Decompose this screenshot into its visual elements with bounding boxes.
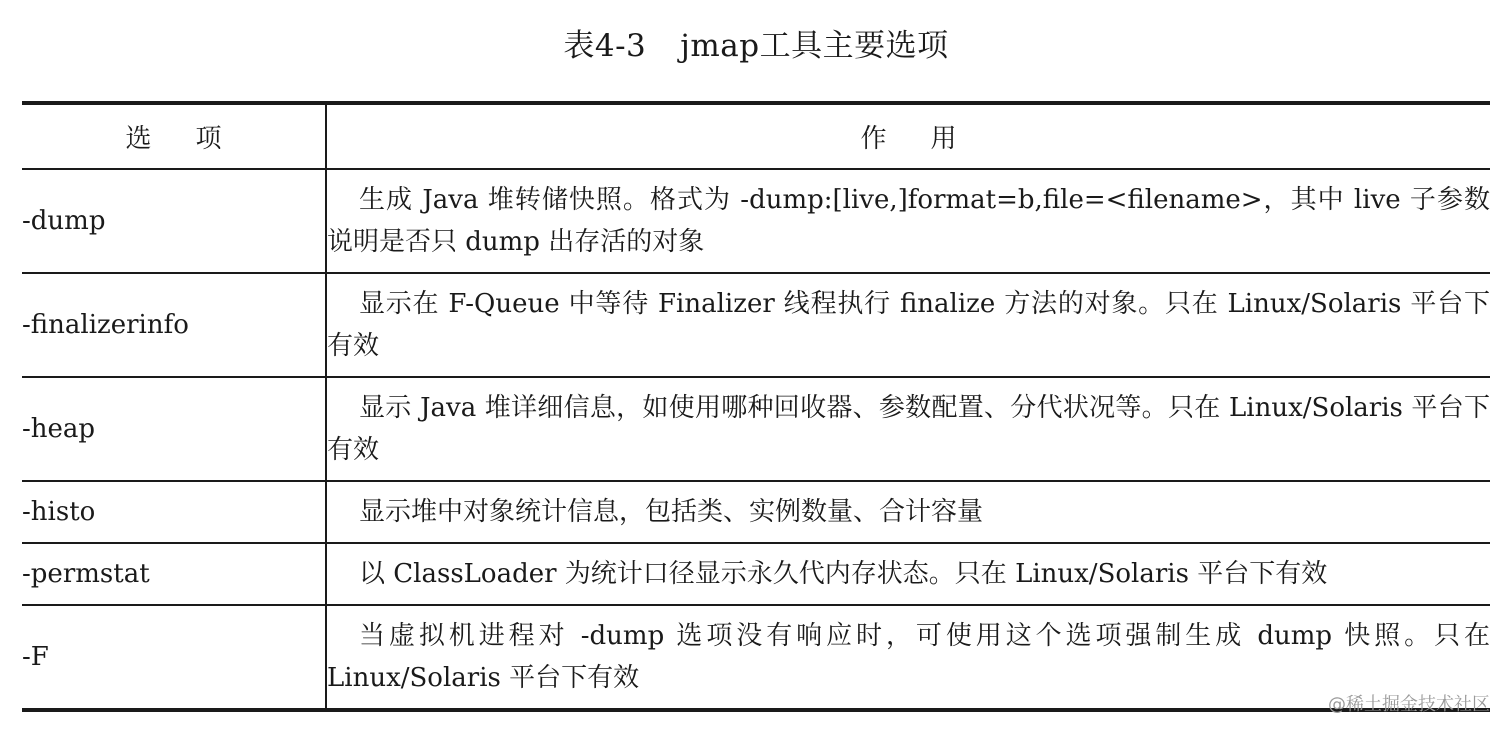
table-header-row <box>22 103 1490 169</box>
description-cell: 显示堆中对象统计信息，包括类、实例数量、合计容量 <box>326 481 1490 543</box>
header-option: 选项 <box>22 103 326 169</box>
jmap-options-table <box>22 101 1490 712</box>
table-title: jmap工具主要选项 <box>680 28 949 64</box>
option-cell: -F <box>22 605 326 710</box>
description-cell: 以 ClassLoader 为统计口径显示永久代内存状态。只在 Linux/Solaris 平台下有效 <box>326 543 1490 605</box>
table-row <box>22 481 1490 543</box>
option-cell: -permstat <box>22 543 326 605</box>
table-row <box>22 377 1490 481</box>
table-row <box>22 169 1490 273</box>
table-row <box>22 543 1490 605</box>
option-cell: -heap <box>22 377 326 481</box>
option-cell: -histo <box>22 481 326 543</box>
table-row <box>22 273 1490 377</box>
description-cell: 显示 Java 堆详细信息，如使用哪种回收器、参数配置、分代状况等。只在 Linux/Solaris 平台下有效 <box>326 377 1490 481</box>
watermark: @稀土掘金技术社区 <box>1328 694 1490 715</box>
description-cell: 当虚拟机进程对 -dump 选项没有响应时，可使用这个选项强制生成 dump 快照。只在 Linux/Solaris 平台下有效 <box>326 605 1490 710</box>
header-description: 作用 <box>860 124 1001 154</box>
description-cell: 显示在 F-Queue 中等待 Finalizer 线程执行 finalize 方法的对象。只在 Linux/Solaris 平台下有效 <box>326 273 1490 377</box>
table-row <box>22 605 1490 710</box>
description-cell: 生成 Java 堆转储快照。格式为 -dump:[live,]format=b,file=<filename>，其中 live 子参数说明是否只 dump 出存活的对象 <box>326 169 1490 273</box>
option-cell: -finalizerinfo <box>22 273 326 377</box>
option-cell: -dump <box>22 169 326 273</box>
table-caption <box>0 24 1512 68</box>
table-number: 表4-3 <box>563 28 647 64</box>
